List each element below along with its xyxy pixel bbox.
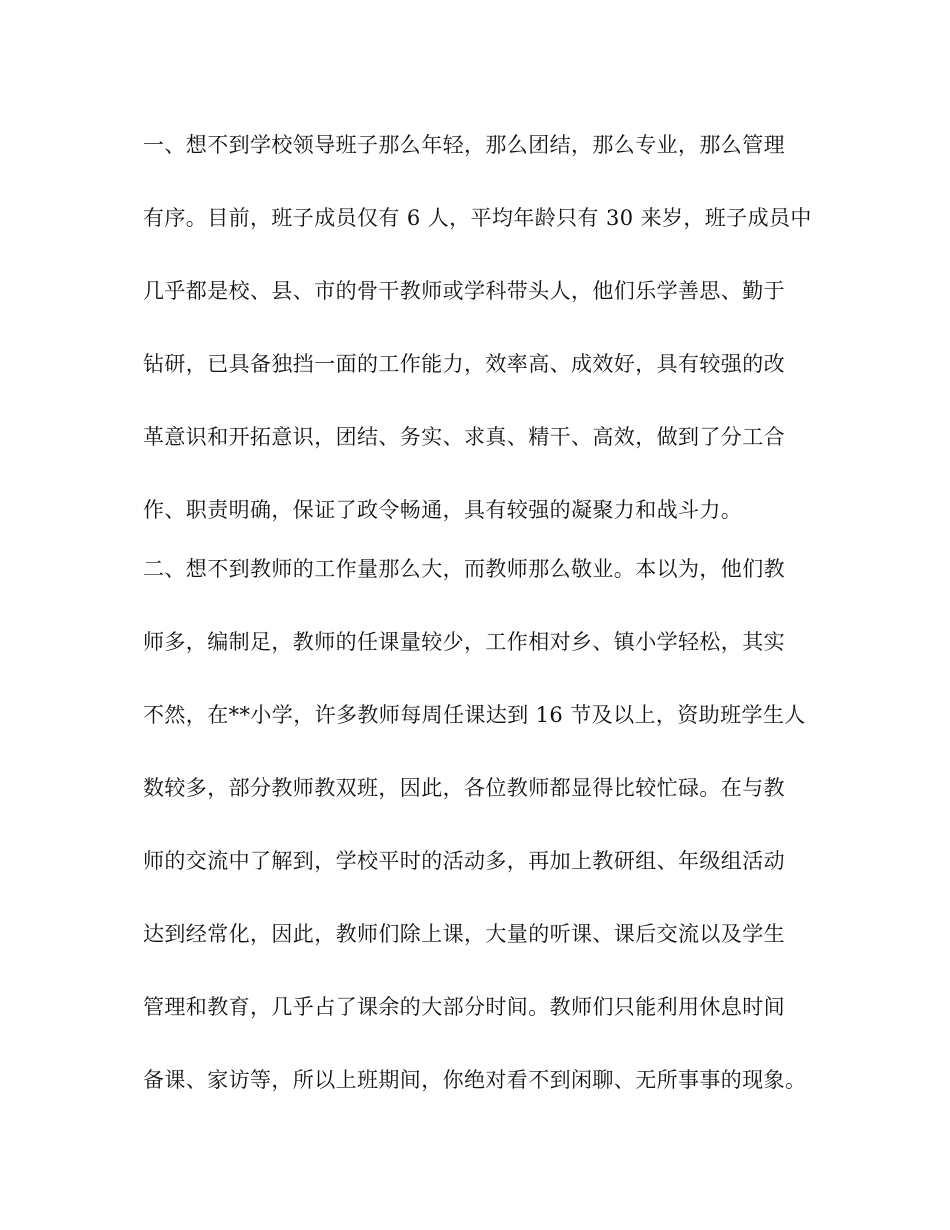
paragraph-1-line-2: 有序。目前，班子成员仅有 6 人，平均年龄只有 30 来岁，班子成员中 [143, 206, 812, 230]
paragraph-2-line-6: 达到经常化，因此，教师们除上课，大量的听课、课后交流以及学生 [143, 922, 785, 946]
paragraph-2-line-5: 师的交流中了解到，学校平时的活动多，再加上教研组、年级组活动 [143, 849, 785, 873]
paragraph-1-line-1: 一、想不到学校领导班子那么年轻，那么团结，那么专业，那么管理 [143, 133, 785, 157]
paragraph-1-line-5: 革意识和开拓意识，团结、务实、求真、精干、高效，做到了分工合 [143, 425, 785, 449]
paragraph-2-line-2: 师多，编制足，教师的任课量较少，工作相对乡、镇小学轻松，其实 [143, 630, 785, 654]
paragraph-2-line-1: 二、想不到教师的工作量那么大，而教师那么敬业。本以为，他们教 [143, 557, 785, 581]
paragraph-2-line-3: 不然，在**小学，许多教师每周任课达到 16 节及以上，资助班学生人 [143, 703, 806, 727]
paragraph-2-line-4: 数较多，部分教师教双班，因此，各位教师都显得比较忙碌。在与教 [143, 776, 785, 800]
paragraph-1-line-6: 作、职责明确，保证了政令畅通，具有较强的凝聚力和战斗力。 [143, 498, 743, 522]
paragraph-2-line-8: 备课、家访等，所以上班期间，你绝对看不到闲聊、无所事事的现象。 [143, 1068, 807, 1092]
paragraph-1-line-4: 钻研，已具备独挡一面的工作能力，效率高、成效好，具有较强的改 [143, 352, 785, 376]
paragraph-2-line-7: 管理和教育，几乎占了课余的大部分时间。教师们只能利用休息时间 [143, 995, 785, 1019]
paragraph-1-line-3: 几乎都是校、县、市的骨干教师或学科带头人，他们乐学善思、勤于 [143, 279, 785, 303]
